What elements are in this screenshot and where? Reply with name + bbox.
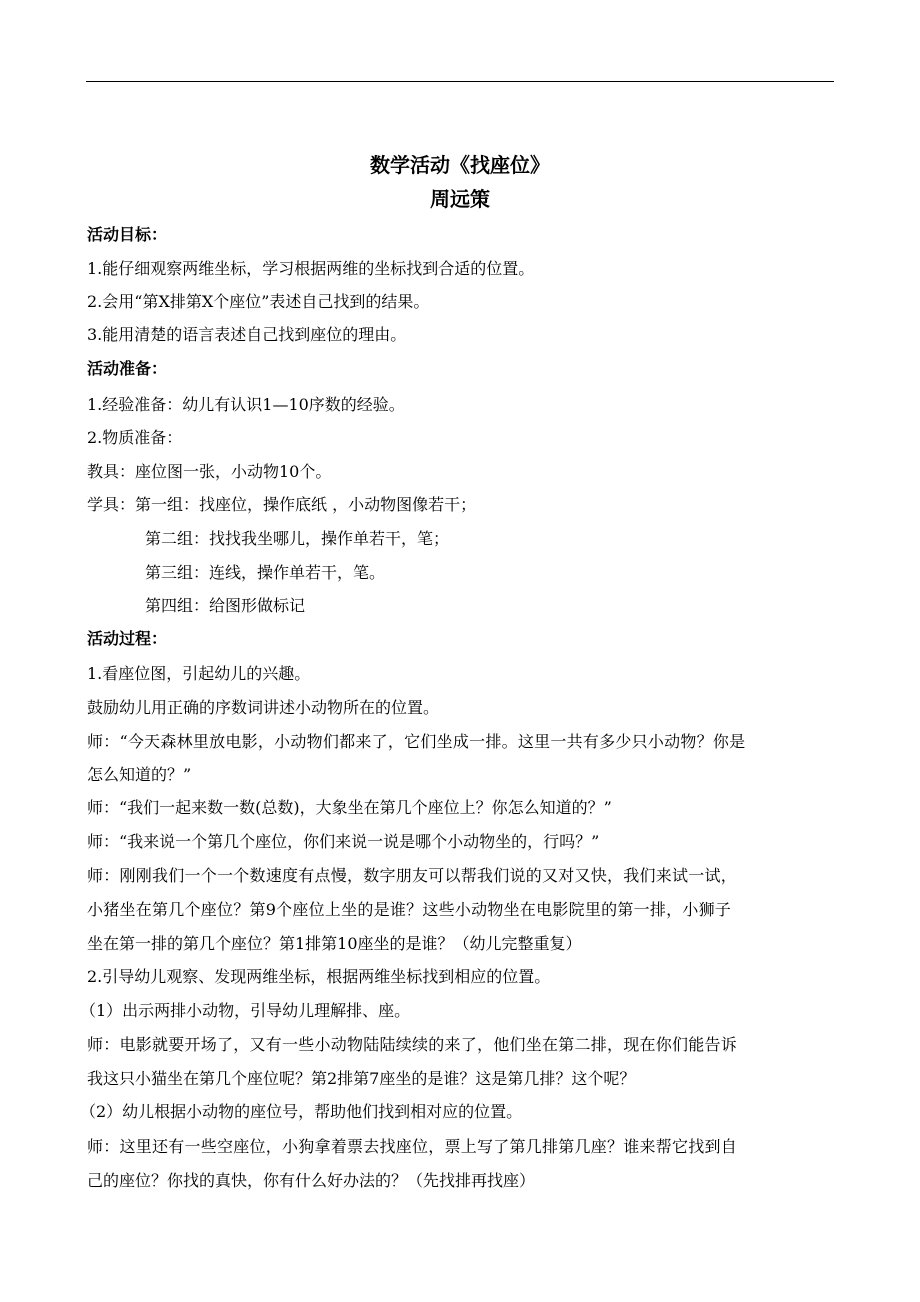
goal-item: 3.能用清楚的语言表述自己找到座位的理由。: [87, 325, 407, 344]
prep-item: 第二组：找找我坐哪儿，操作单若干，笔；: [145, 529, 450, 548]
prep-item: 1.经验准备：幼儿有认识1—10序数的经验。: [87, 395, 405, 414]
process-line: 怎么知道的？”: [87, 765, 192, 784]
prep-item: 教具：座位图一张，小动物10个。: [87, 462, 332, 481]
section-heading-prep: 活动准备：: [87, 359, 168, 378]
document-author: 周远策: [430, 187, 490, 211]
process-line: 师：这里还有一些空座位，小狗拿着票去找座位，票上写了第几排第几座？谁来帮它找到自: [87, 1137, 738, 1156]
section-heading-process: 活动过程：: [87, 629, 168, 648]
prep-item: 第四组：给图形做标记: [145, 596, 306, 615]
process-line: （2）幼儿根据小动物的座位号，帮助他们找到相对应的位置。: [80, 1102, 523, 1121]
process-line: （1）出示两排小动物，引导幼儿理解排、座。: [80, 1001, 411, 1020]
prep-item: 第三组：连线，操作单若干，笔。: [145, 563, 386, 582]
process-line: 小猪坐在第几个座位？第9个座位上坐的是谁？这些小动物坐在电影院里的第一排，小狮子: [87, 900, 732, 919]
document-title: 数学活动《找座位》: [370, 153, 550, 177]
process-line: 己的座位？你找的真快，你有什么好办法的？（先找排再找座）: [87, 1171, 536, 1190]
prep-item: 学具：第一组：找座位，操作底纸 ，小动物图像若干；: [87, 495, 477, 514]
process-line: 师：“今天森林里放电影，小动物们都来了，它们坐成一排。这里一共有多少只小动物？你是: [87, 732, 746, 751]
process-line: 师：刚刚我们一个一个数速度有点慢，数字朋友可以帮我们说的又对又快，我们来试一试，: [87, 866, 738, 885]
header-rule: [86, 81, 834, 82]
process-line: 鼓励幼儿用正确的序数词讲述小动物所在的位置。: [87, 698, 440, 717]
process-line: 我这只小猫坐在第几个座位呢？第2排第7座坐的是谁？这是第几排？这个呢？: [87, 1069, 636, 1088]
process-line: 2.引导幼儿观察、发现两维坐标，根据两维坐标找到相应的位置。: [87, 967, 551, 986]
prep-item: 2.物质准备：: [87, 428, 183, 447]
process-line: 师：电影就要开场了，又有一些小动物陆陆续续的来了，他们坐在第二排，现在你们能告诉: [87, 1035, 738, 1054]
goal-item: 1.能仔细观察两维坐标，学习根据两维的坐标找到合适的位置。: [87, 259, 535, 278]
process-line: 坐在第一排的第几个座位？第1排第10座坐的是谁？（幼儿完整重复）: [87, 934, 582, 953]
process-line: 师：“我们一起来数一数(总数)，大象坐在第几个座位上？你怎么知道的？”: [87, 798, 612, 817]
process-line: 师：“我来说一个第几个座位，你们来说一说是哪个小动物坐的，行吗？”: [87, 832, 600, 851]
goal-item: 2.会用“第X排第X个座位”表述自己找到的结果。: [87, 292, 430, 311]
section-heading-goals: 活动目标：: [87, 225, 168, 244]
process-line: 1.看座位图，引起幼儿的兴趣。: [87, 664, 311, 683]
